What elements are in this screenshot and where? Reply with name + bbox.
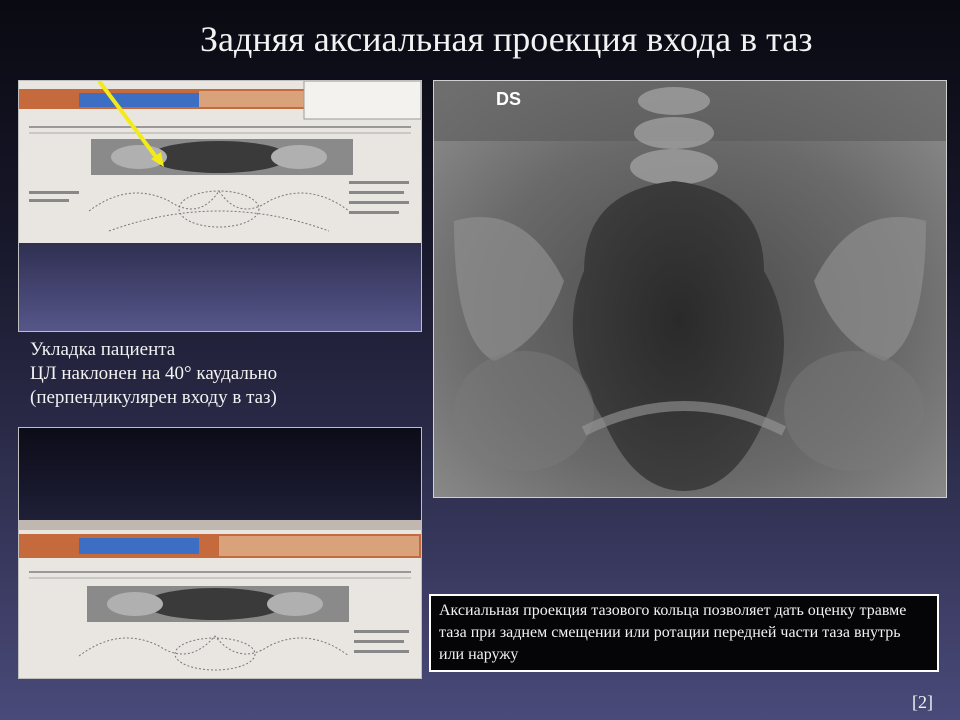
pelvis-xray-image [433,80,947,498]
positioning-panel-bottom [18,427,422,679]
positioning-illustration-top [19,81,421,243]
reference-number: [2] [912,692,933,712]
positioning-panel-top [18,80,422,332]
positioning-caption [30,338,277,410]
positioning-illustration-bottom [19,520,421,678]
xray-illustration [434,81,946,497]
caption-line-3: (перпендикулярен входу в таз) [30,387,277,408]
xray-marker-label: DS [496,89,522,109]
caption-line-2: ЦЛ наклонен на 40° каудально [30,363,278,384]
caption-line-1: Укладка пациента [30,339,176,360]
slide-title: Задняя аксиальная проекция входа в таз [200,19,813,59]
description-box: Аксиальная проекция тазового кольца позволяет дать оценку травме таза при заднем смещении или ротации передней части таза внутрь или наружу [429,594,939,672]
